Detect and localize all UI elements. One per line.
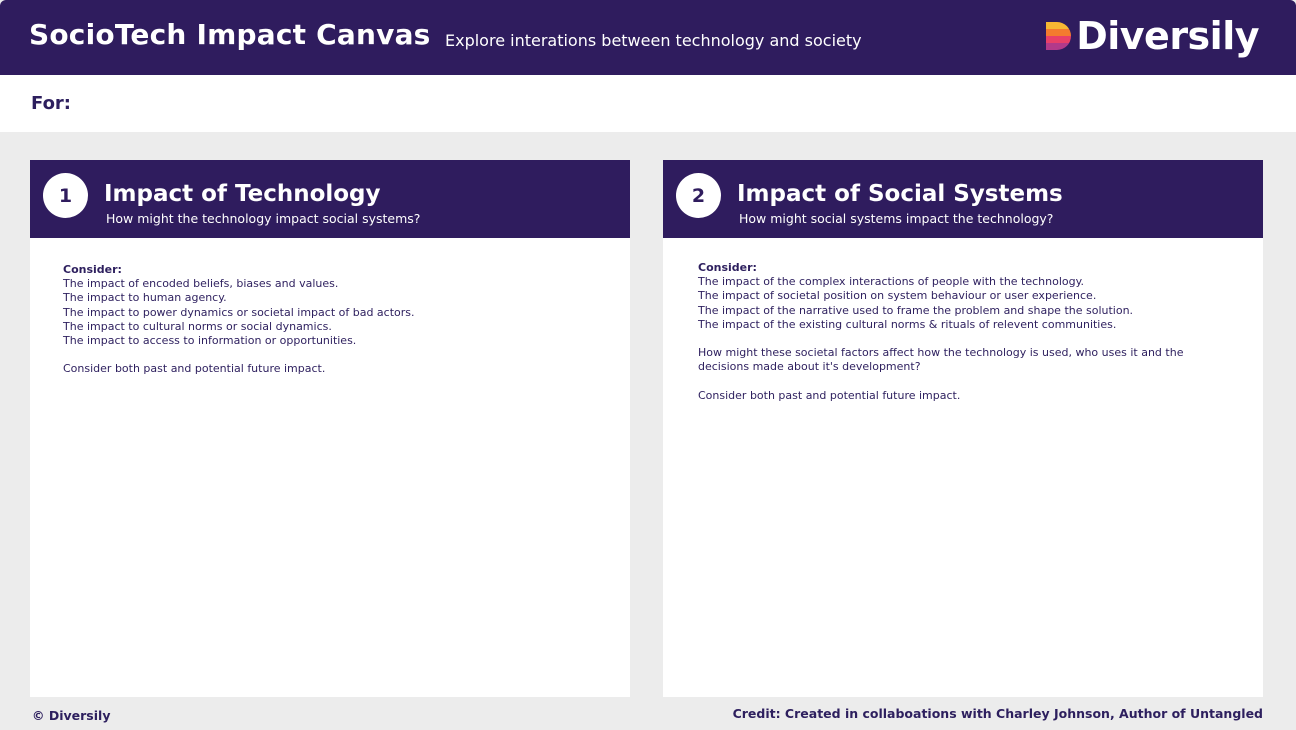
consider-item: The impact to human agency. (63, 291, 227, 305)
consider-label: Consider: (63, 263, 122, 276)
panel-subtitle: How might social systems impact the technology? (739, 211, 1054, 226)
consider-item: The impact of societal position on system behaviour or user experience. (698, 289, 1097, 303)
consider-item: The impact of the complex interactions of people with the technology. (698, 275, 1085, 289)
panel-header (663, 160, 1263, 238)
credit-text: Credit: Created in collaboations with Charley Johnson, Author of Untangled (732, 706, 1263, 721)
consider-item: The impact of the narrative used to frame the problem and shape the solution. (698, 303, 1134, 317)
panel-body[interactable] (63, 263, 608, 377)
brand-logo (1042, 14, 1259, 58)
closing-note: Consider both past and potential future impact. (63, 362, 326, 376)
question-line: How might these societal factors affect how the technology is used, who uses it and the (698, 346, 1184, 360)
diversily-logo-icon (1042, 20, 1072, 52)
question-line: decisions made about it's development? (698, 360, 921, 374)
spacer (698, 375, 1243, 389)
step-number-badge: 1 (43, 173, 88, 218)
consider-item: The impact to cultural norms or social dynamics. (63, 319, 332, 333)
panel-title: Impact of Technology (104, 181, 381, 207)
for-label: For: (31, 93, 72, 114)
panel-impact-of-technology (30, 160, 630, 697)
consider-item: The impact to access to information or opportunities. (63, 334, 357, 348)
top-bar (0, 0, 1296, 75)
panel-header (30, 160, 630, 238)
closing-note: Consider both past and potential future impact. (698, 388, 961, 402)
panel-body[interactable] (698, 261, 1243, 403)
spacer (698, 332, 1243, 346)
canvas-subtitle: Explore interations between technology and society (445, 31, 862, 50)
consider-item: The impact to power dynamics or societal impact of bad actors. (63, 305, 415, 319)
spacer (63, 348, 608, 362)
panel-subtitle: How might the technology impact social systems? (106, 211, 421, 226)
consider-item: The impact of the existing cultural norms & rituals of relevent communities. (698, 317, 1117, 331)
step-number-badge: 2 (676, 173, 721, 218)
consider-label: Consider: (698, 261, 757, 274)
panel-title: Impact of Social Systems (737, 181, 1063, 207)
panel-impact-of-social-systems (663, 160, 1263, 697)
canvas-title: SocioTech Impact Canvas (29, 18, 431, 51)
copyright-text: © Diversily (32, 708, 111, 723)
brand-name: Diversily (1076, 14, 1259, 58)
consider-item: The impact of encoded beliefs, biases and values. (63, 277, 339, 291)
for-field[interactable] (0, 75, 1296, 132)
